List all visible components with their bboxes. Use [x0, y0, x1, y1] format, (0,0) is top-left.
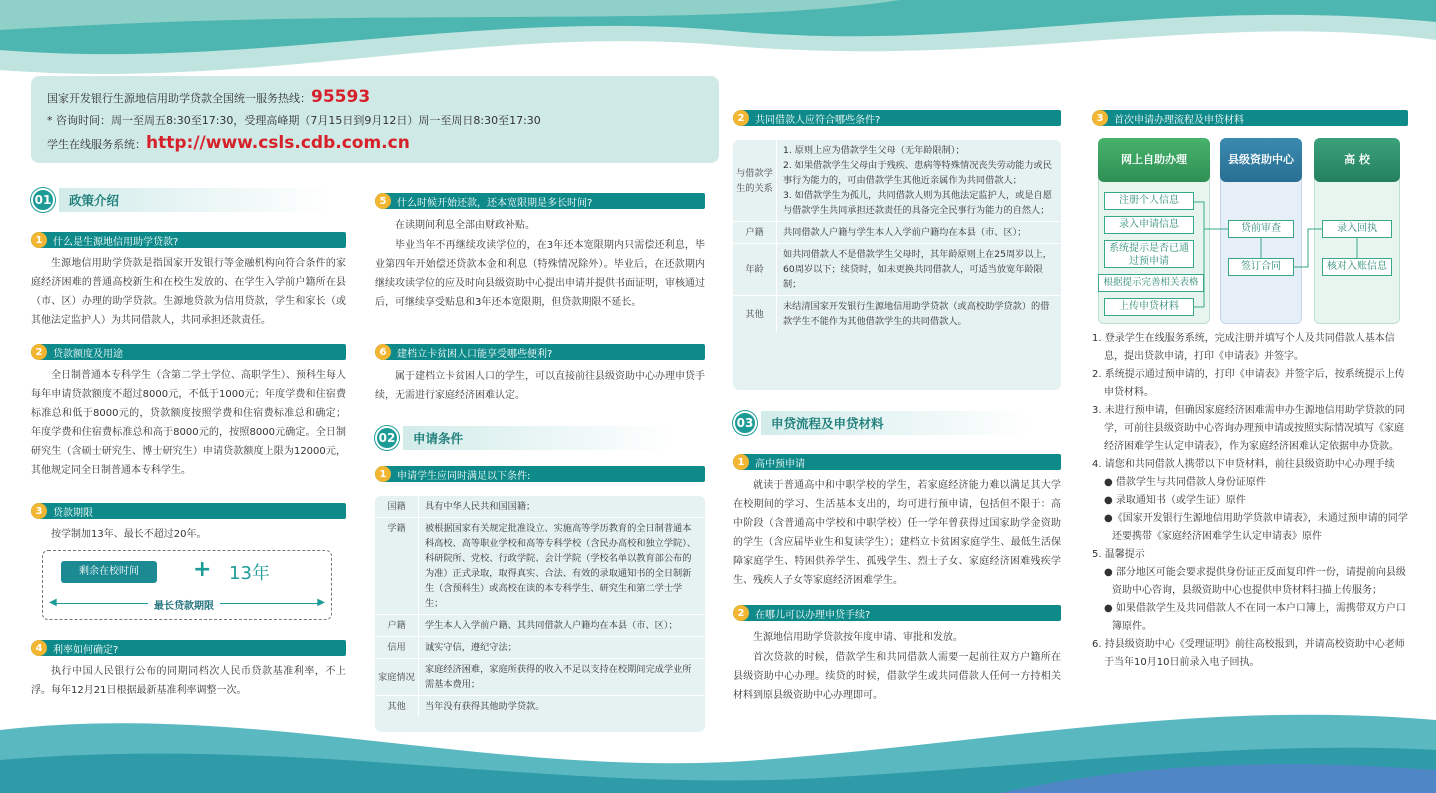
row-value: 具有中华人民共和国国籍； — [425, 501, 536, 512]
d2-number: 2 — [733, 605, 749, 621]
q5-p2: 毕业当年不再继续攻读学位的，在3年还本宽限期内只需偿还利息，毕业第四年开始偿还贷款本金和利息（特殊情况除外）。毕业后，在还款期内继续攻读学位的应及时向县级资助中心提出申请并提供书面证明，审核通过后，可继续享受贴息和3年还本宽限期，但贷款期限不延长。 — [375, 240, 705, 308]
row-key: 年龄 — [733, 244, 777, 295]
table-row — [375, 496, 705, 518]
q5-p1: 在读期间利息全部由财政补贴。 — [395, 220, 535, 231]
step-pre-loan-review: 贷前审查 — [1228, 220, 1294, 238]
q5-title: 什么时候开始还款，还本宽限期是多长时间? — [397, 197, 593, 209]
table-row — [375, 696, 705, 717]
c1-header — [375, 466, 705, 482]
q3-title: 贷款期限 — [53, 507, 93, 519]
section-number: 02 — [375, 426, 399, 450]
q6-number: 6 — [375, 344, 391, 360]
row-key: 其他 — [375, 696, 419, 717]
c1-number: 1 — [375, 466, 391, 482]
q1-header — [31, 232, 346, 248]
list-item: ● 借款学生与共同借款人身份证原件 — [1104, 477, 1266, 488]
q4-title: 利率如何确定? — [53, 644, 119, 656]
table-row — [733, 296, 1061, 332]
step-input-receipt: 录入回执 — [1322, 220, 1392, 238]
d1-title: 高中预申请 — [755, 458, 805, 470]
row-key: 其他 — [733, 296, 777, 332]
d1-header — [733, 454, 1061, 470]
d3-header — [1092, 110, 1408, 126]
step-complete-forms: 根据提示完善相关表格 — [1098, 274, 1204, 292]
d3-title: 首次申请办理流程及申贷材料 — [1114, 114, 1244, 126]
arrow-right-icon: ▶ — [317, 597, 325, 608]
consult-hours: * 咨询时间：周一至周五8:30至17:30，受理高峰期（7月15日到9月12日）周一至周日8:30至17:30 — [47, 114, 541, 127]
table-row — [733, 140, 1061, 222]
d2-title: 在哪儿可以办理申贷手续? — [755, 609, 871, 621]
q3-header — [31, 503, 346, 519]
section-01-header — [31, 188, 329, 212]
years-label: 13年 — [229, 563, 270, 584]
hotline-number: 95593 — [311, 87, 371, 107]
list-item: 2. 系统提示通过预申请的，打印《申请表》并签字后，按系统提示上传申贷材料。 — [1092, 369, 1405, 398]
row-value: 诚实守信，遵纪守法； — [425, 642, 517, 653]
row-key: 学籍 — [375, 518, 419, 614]
q1-number: 1 — [31, 232, 47, 248]
section-number: 03 — [733, 411, 757, 435]
list-item: 3. 未进行预申请，但确因家庭经济困难需申办生源地信用助学贷款的同学，可前往县级资助中心咨询办理预申请或按照实际情况填写《家庭经济困难学生认定申请表》，作为家庭经济困难认定依据申办贷款。 — [1092, 405, 1405, 452]
row-value: 当年没有获得其他助学贷款。 — [425, 701, 545, 712]
q4-header — [31, 640, 346, 656]
row-value: 共同借款人户籍与学生本人入学前户籍均在本县（市、区）； — [783, 227, 1027, 238]
q5-header — [375, 193, 705, 209]
c2-header — [733, 110, 1061, 126]
section-03-header — [733, 411, 1031, 435]
co-borrower-table — [733, 140, 1061, 390]
step-register: 注册个人信息 — [1104, 192, 1194, 210]
list-item: ● 录取通知书（或学生证）原件 — [1104, 495, 1246, 506]
section-title: 政策介绍 — [59, 188, 329, 212]
table-row — [733, 222, 1061, 244]
row-value: 家庭经济困难，家庭所获得的收入不足以支持在校期间完成学业所需基本费用； — [425, 664, 692, 690]
list-item: 6. 持县级资助中心《受理证明》前往高校报到，并请高校资助中心老师于当年10月10日前录入电子回执。 — [1092, 639, 1405, 668]
d2-p1: 生源地信用助学贷款按年度申请、审批和发放。 — [753, 632, 963, 643]
row-value: 未结清国家开发银行生源地信用助学贷款（或高校助学贷款）的借款学生不能作为其他借款学生的共同借款人。 — [783, 301, 1050, 327]
site-link[interactable]: http://www.csls.cdb.com.cn — [146, 133, 410, 153]
university-column-header: 高 校 — [1314, 138, 1400, 182]
arrow-left-icon: ◀ — [49, 597, 57, 608]
q6-title: 建档立卡贫困人口能享受哪些便利? — [397, 348, 553, 360]
d3-number: 3 — [1092, 110, 1108, 126]
q6-text: 属于建档立卡贫困人口的学生，可以直接前往县级资助中心办理申贷手续，无需进行家庭经济困难认定。 — [375, 371, 705, 401]
d2-header — [733, 605, 1061, 621]
table-row — [375, 518, 705, 615]
list-item: 4. 请您和共同借款人携带以下申贷材料，前往县级资助中心办理手续 — [1092, 459, 1395, 470]
c1-title: 申请学生应同时满足以下条件: — [397, 470, 531, 482]
row-key: 与借款学生的关系 — [733, 140, 777, 221]
process-flowchart — [1092, 132, 1408, 328]
hotline-label: 国家开发银行生源地信用助学贷款全国统一服务热线： — [47, 92, 311, 105]
section-title: 申贷流程及申贷材料 — [761, 411, 1031, 435]
loan-term-box — [42, 550, 332, 620]
max-term-label: 最长贷款期限 — [148, 597, 220, 612]
q4-text: 执行中国人民银行公布的同期同档次人民币贷款基准利率，不上浮。每年12月21日根据最新基准利率调整一次。 — [31, 666, 346, 696]
list-item: 1. 登录学生在线服务系统，完成注册并填写个人及共同借款人基本信息，提出贷款申请，打印《申请表》并签字。 — [1092, 333, 1395, 362]
list-item: ●《国家开发银行生源地信用助学贷款申请表》，未通过预申请的同学还要携带《家庭经济困难学生认定申请表》原件 — [1104, 513, 1408, 542]
row-key: 户籍 — [733, 222, 777, 243]
row-key: 家庭情况 — [375, 659, 419, 695]
site-label: 学生在线服务系统： — [47, 138, 146, 151]
c2-title: 共同借款人应符合哪些条件? — [755, 114, 881, 126]
application-steps-list — [1092, 330, 1410, 672]
q5-number: 5 — [375, 193, 391, 209]
d2-p2: 首次贷款的时候，借款学生和共同借款人需要一起前往双方户籍所在县级资助中心办理。续贷的时候，借款学生或共同借款人任何一方持相关材料到原县级资助中心办理即可。 — [733, 652, 1061, 701]
flow-arrows — [1092, 132, 1408, 328]
q3-number: 3 — [31, 503, 47, 519]
row-key: 信用 — [375, 637, 419, 658]
step-verify-account: 核对入账信息 — [1322, 258, 1392, 276]
q1-text: 生源地信用助学贷款是指国家开发银行等金融机构向符合条件的家庭经济困难的普通高校新生和在校生发放的、在学生入学前户籍所在县（市、区）办理的助学贷款。生源地贷款为信用贷款，学生和家长（或其他法定监护人）为共同借款人，共同承担还款责任。 — [31, 258, 346, 326]
online-column-header: 网上自助办理 — [1098, 138, 1210, 182]
section-number: 01 — [31, 188, 55, 212]
row-key: 户籍 — [375, 615, 419, 636]
county-column-header: 县级资助中心 — [1220, 138, 1302, 182]
section-title: 申请条件 — [403, 426, 673, 450]
student-conditions-table — [375, 496, 705, 732]
d1-text: 就读于普通高中和中职学校的学生，若家庭经济能力难以满足其大学在校期间的学习、生活基本支出的，均可进行预申请，包括但不限于：高中阶段（含普通高中学校和中职学校）任一学年曾获得过国家助学金资助的学生（含应届毕业生和复读学生）；建档立卡贫困家庭学生、最低生活保障家庭学生、特困供养学生、孤残学生、烈士子女、家庭经济困难残疾学生、残疾人子女等家庭经济困难学生。 — [733, 480, 1061, 586]
step-sign-contract: 签订合同 — [1228, 258, 1294, 276]
q1-title: 什么是生源地信用助学贷款? — [53, 236, 179, 248]
c2-number: 2 — [733, 110, 749, 126]
step-upload-materials: 上传申贷材料 — [1104, 298, 1194, 316]
list-item: 5. 温馨提示 — [1092, 549, 1145, 560]
table-row — [375, 659, 705, 696]
list-item: ● 部分地区可能会要求提供身份证正反面复印件一份，请提前向县级资助中心咨询，县级资助中心也提供申贷材料扫描上传服务； — [1104, 567, 1406, 596]
section-02-header — [375, 426, 673, 450]
q2-text: 全日制普通本专科学生（含第二学士学位、高职学生）、预科生每人每年申请贷款额度不超过8000元，不低于1000元；年度学费和住宿费标准总和低于8000元的，贷款额度按照学费和住宿费标准总和确定；年度学费和住宿费标准总和高于8000元的，按照8000元确定。全日制研究生（含硕士研究生、博士研究生）申请贷款额度上限为12000元，其他规定同全日制普通本专科学生。 — [31, 370, 346, 476]
d1-number: 1 — [733, 454, 749, 470]
q2-title: 贷款额度及用途 — [53, 348, 123, 360]
q2-header — [31, 344, 346, 360]
step-check-pre-application: 系统提示是否已通过预申请 — [1104, 240, 1194, 268]
q3-text: 按学制加13年、最长不超过20年。 — [51, 529, 207, 540]
table-row — [375, 637, 705, 659]
row-value: 被根据国家有关规定批准设立、实施高等学历教育的全日制普通本科高校、高等职业学校和高等专科学校（含民办高校和独立学院）、科研院所、党校、行政学院、会计学院（学校名单以教育部公布的为准）正式录取，取得真实、合法、有效的录取通知书的全日制新生（含预科生）或高校在读的本专科学生、研究生和第二学士学生； — [425, 523, 697, 609]
row-value: 如共同借款人不是借款学生父母时，其年龄原则上在25周岁以上，60周岁以下；续贷时，如未更换共同借款人，可适当放宽年龄限制； — [783, 249, 1052, 290]
remain-time-label: 剩余在校时间 — [61, 561, 157, 583]
row-value: 1. 原则上应为借款学生父母（无年龄限制）； 2. 如果借款学生父母由于残疾、患病等特殊情况丧失劳动能力或民事行为能力的，可由借款学生其他近亲属作为共同借款人； 3. 如借款学生为孤儿，共同借款人则为其他法定监护人，或是自愿与借款学生共同承担还款责任的具备完全民事行为能力的自然人； — [783, 145, 1052, 216]
row-key: 国籍 — [375, 496, 419, 517]
table-row — [375, 615, 705, 637]
plus-sign: + — [193, 557, 212, 582]
row-value: 学生本人入学前户籍、其共同借款人户籍均在本县（市、区）； — [425, 620, 678, 631]
q2-number: 2 — [31, 344, 47, 360]
q6-header — [375, 344, 705, 360]
hotline-box — [31, 76, 719, 163]
q4-number: 4 — [31, 640, 47, 656]
table-row — [733, 244, 1061, 296]
list-item: ● 如果借款学生及共同借款人不在同一本户口簿上，需携带双方户口簿原件。 — [1104, 603, 1406, 632]
step-input-application: 录入申请信息 — [1104, 216, 1194, 234]
